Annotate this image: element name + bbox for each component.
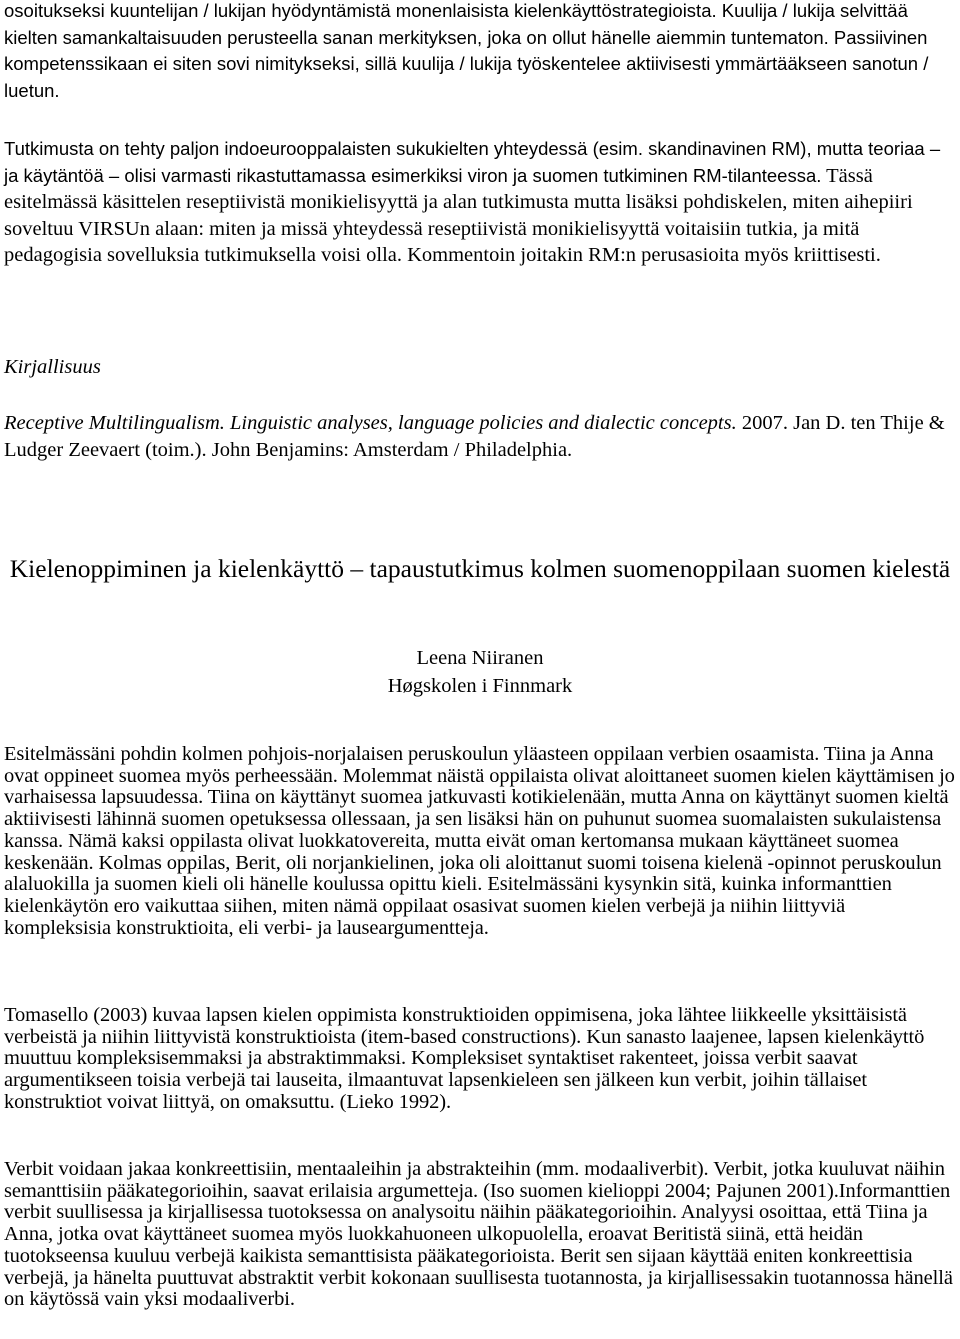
intro-paragraph-1 (4, 0, 956, 104)
literature-reference (4, 410, 956, 464)
reference-title: Receptive Multilingualism. Linguistic analyses, language policies and dialectic concepts. (4, 412, 737, 434)
author-block (4, 644, 956, 700)
intro-text-2 (4, 136, 956, 269)
abstract-paragraph-2: Tomasello (2003) kuvaa lapsen kielen oppimista konstruktioiden oppimisena, joka lähtee liikkeelle yksittäisistä verbeistä ja niihin liittyvistä konstruktioista (item-based constructions). Kun sanasto laajenee, lapsen kielenkäyttö muuttuu kompleksisemmaksi ja abstraktimmaksi. Kompleksiset syntaktiset rakenteet, joissa verbit saavat argumentikseen toisia verbejä tai lauseita, ilmaantuvat lapsenkieleen sen jälkeen kun verbit, joihin tällaiset konstruktiot voivat liittyä, on omaksuttu. (Lieko 1992). (4, 1004, 925, 1113)
article-title: Kielenoppiminen ja kielenkäyttö – tapaustutkimus kolmen suomenoppilaan suomen kielestä (9, 554, 951, 583)
abstract-paragraph-3: Verbit voidaan jakaa konkreettisiin, mentaaleihin ja abstrakteihin (mm. modaaliverbit). Verbit, jotka kuuluvat näihin semanttisiin pääkategorioihin, saavat erilaisia argumetteja. (Iso suomen kielioppi 2004; Pajunen 2001).Informanttien verbit suullisessa ja kirjallisessa tuotoksessa on analysoitu näihin pääkategorioihin. Analyysi osoittaa, että Tiina ja Anna, jotka ovat käyttäneet suomea myös luokkahuoneen ulkopuolella, eroavat Beritistä siinä, että heidän tuotokseensa kuuluu verbejä kaikista semanttisista pääkategorioista. Berit sen sijaan käyttää eniten konkreettisia verbejä, ja hänelta puuttuvat abstraktit verbit kokonaan suullisesta tuotannosta, ja kirjallisessakin tuotannossa hänellä on käytössä vain yksi modaaliverbi. (4, 1158, 953, 1311)
author-name: Leena Niiranen (416, 647, 544, 669)
intro-text-2-serif: Tässä esitelmässä käsittelen reseptiivistä monikielisyyttä ja alan tutkimusta mutta lisäksi pohdiskelen, miten aihepiiri soveltuu VIRSUn alaan: miten ja missä yhteydessä reseptiivistä monikielisyyttä voitaisiin tutkia, ja mitä pedagogisia sovelluksia tutkimuksella voisi olla. Kommentoin joitakin RM:n perusasioita myös kriittisesti. (4, 164, 913, 266)
intro-paragraph-2 (4, 136, 956, 269)
intro-text-1: osoitukseksi kuuntelijan / lukijan hyödyntämistä monenlaisista kielenkäyttöstrategioista. Kuulija / lukija selvittää kielten samankaltaisuuden perusteella sanan merkityksen, joka on ollut hänelle aiemmin tuntematon. Passiivinen kompetenssikaan ei siten sovi nimitykseksi, sillä kuulija / lukija työskentelee aktiivisesti ymmärtääkseen sanotun / luetun. (4, 0, 929, 101)
author-affiliation: Høgskolen i Finnmark (387, 675, 573, 697)
reference-details: 2007. Jan D. ten Thije & Ludger Zeevaert (toim.). John Benjamins: Amsterdam / Philadelphia. (4, 412, 945, 461)
abstract-paragraph-1: Esitelmässäni pohdin kolmen pohjois-norjalaisen peruskoulun yläasteen oppilaan verbien osaamista. Tiina ja Anna ovat oppineet suomea myös perheessään. Molemmat näistä oppilaista olivat aloittaneet suomen kielen käyttämisen jo varhaisessa lapsuudessa. Tiina on käyttänyt suomea jatkuvasti kotikielenään, mutta Anna on käyttänyt suomen kieltä aktiivisesti lähinnä suomen opetuksessa ollessaan, ja sen lisäksi hän on puhunut suomea suomalaisten sukulaistensa kanssa. Nämä kaksi oppilasta olivat luokkatovereita, mutta eivät oman kertomansa mukaan käyttäneet suomea keskenään. Kolmas oppilas, Berit, oli norjankielinen, joka oli aloittanut suomi toisena kielenä -opinnot peruskoulun alaluokilla ja suomen kieli oli hänelle koulussa opittu kieli. Esitelmässäni kysynkin sitä, kuinka informanttien kielenkäytön ero vaikuttaa siihen, miten nämä oppilaat osasivat suomen kielen verbejä ja niihin liittyviä kompleksisia konstruktioita, eli verbi- ja lauseargumentteja. (4, 743, 955, 939)
intro-text-2-sans: Tutkimusta on tehty paljon indoeurooppalaisten sukukielten yhteydessä (esim. skandinavinen RM), mutta teoriaa – ja käytäntöä – olisi varmasti rikastuttamassa esimerkiksi viron ja suomen tutkiminen RM-tilanteessa. (4, 138, 941, 186)
literature-heading: Kirjallisuus (4, 356, 101, 378)
